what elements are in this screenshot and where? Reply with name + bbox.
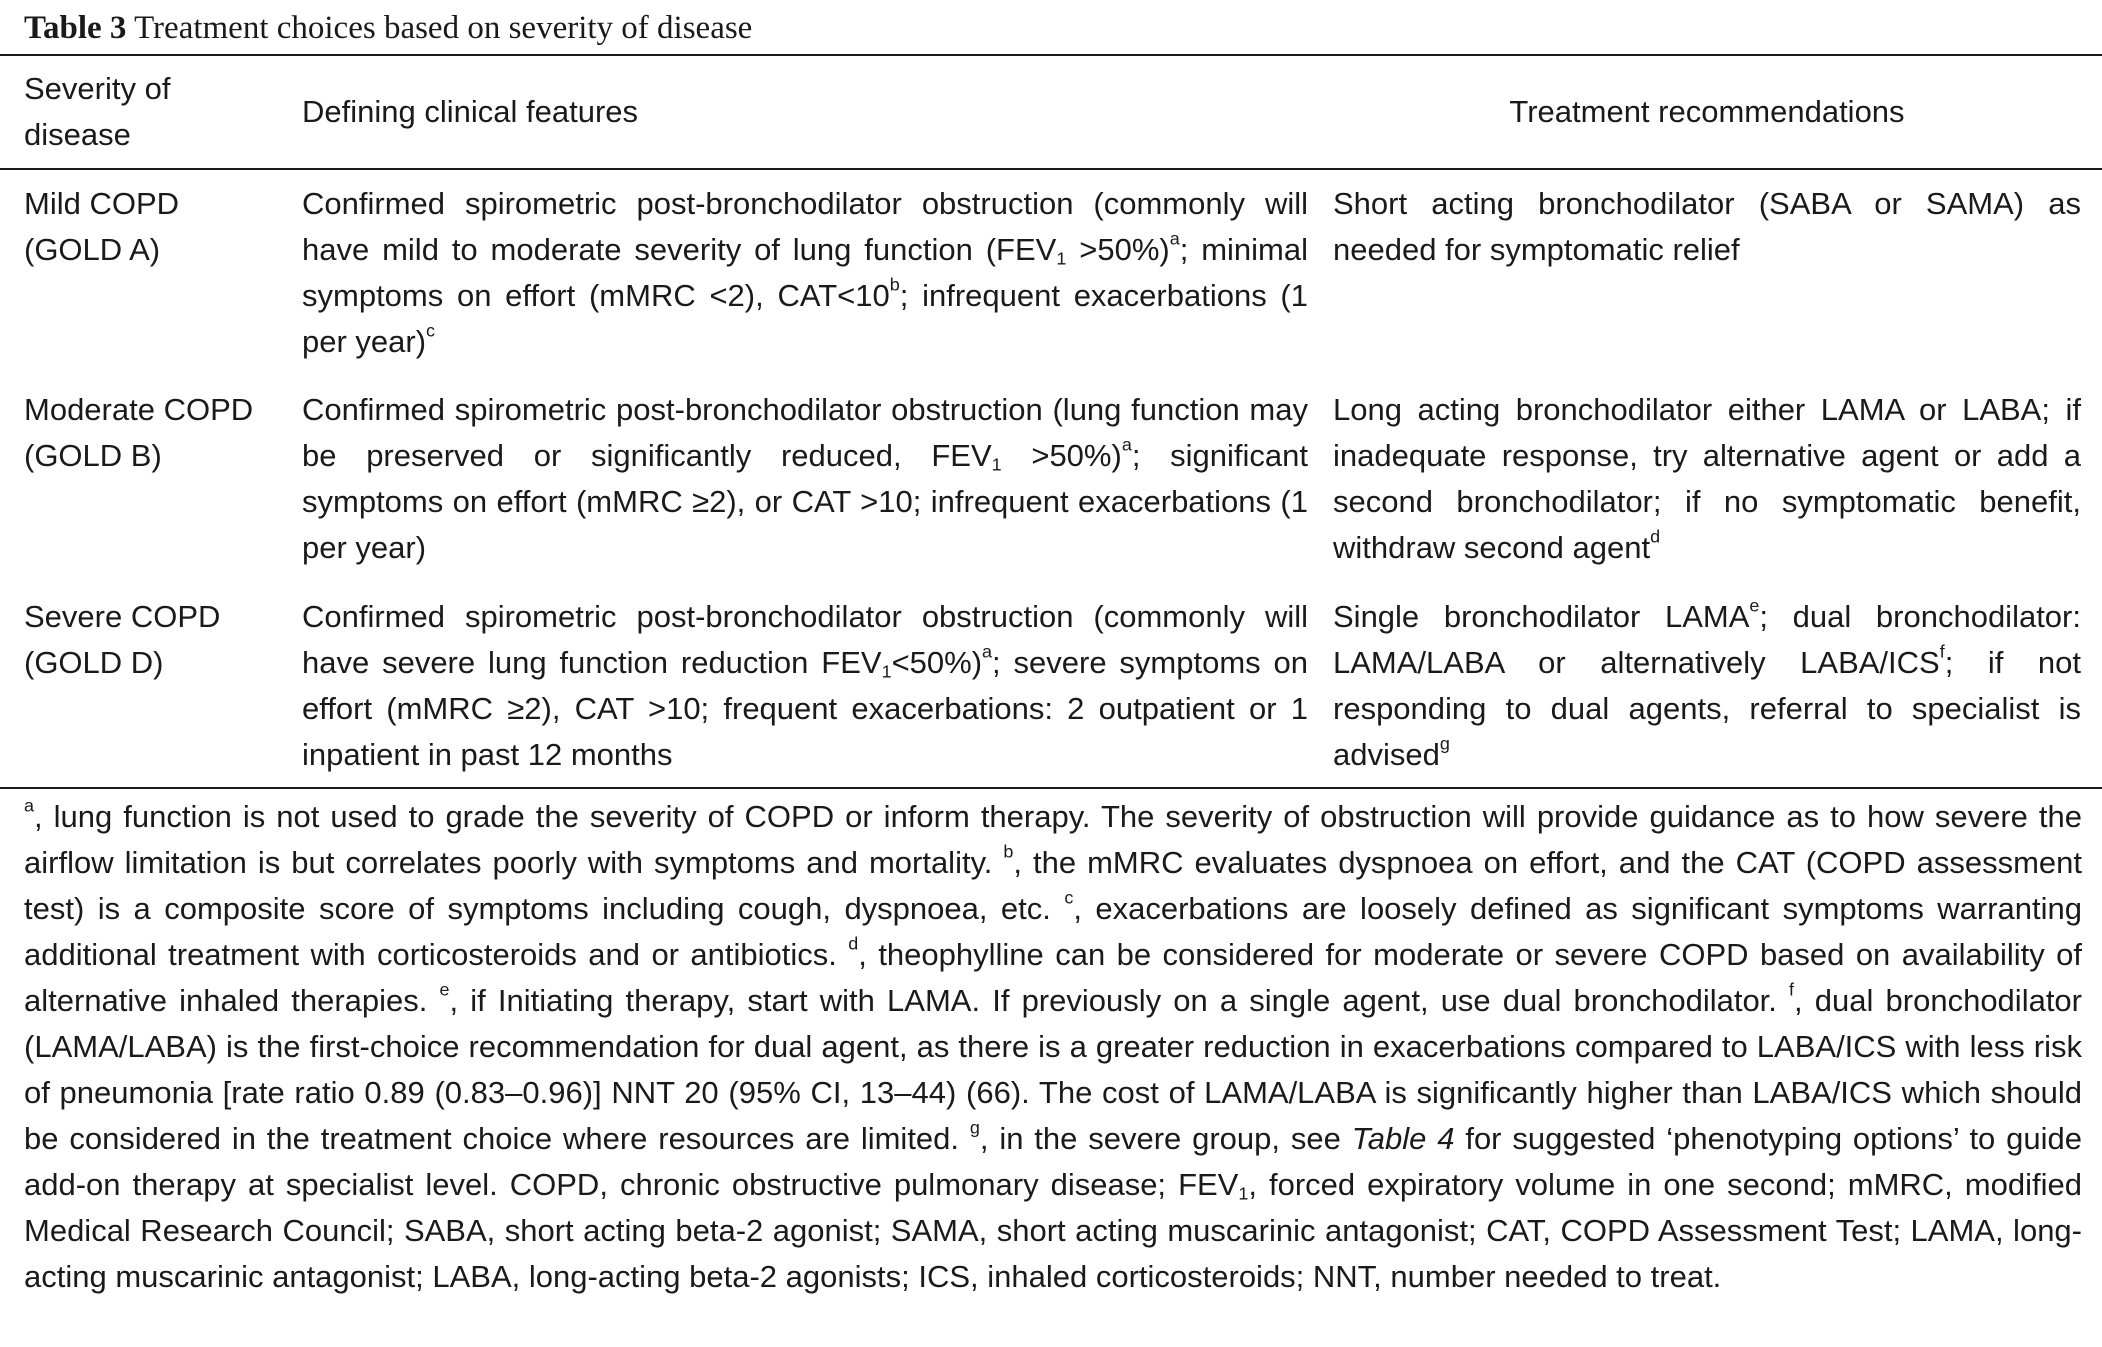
row-moderate-severity (24, 387, 294, 479)
table-bottom-rule (0, 787, 2102, 789)
row-severe-severity-gold: (GOLD D) (24, 645, 164, 680)
row-moderate-treatment: Long acting bronchodilator either LAMA or LABA; if inadequate response, try alternative agent or add a second bronchodilator; if no symptomatic benefit, withdraw second agent$^d$ (1333, 392, 2081, 565)
header-treatment-recommendations: Treatment recommendations (1509, 94, 1905, 129)
row-severe-severity-name: Severe COPD (24, 599, 221, 634)
table-footnote: $^a$, lung function is not used to grade the severity of COPD or inform therapy. The severity of obstruction will provide guidance as to how severe the airflow limitation is but correlates poorly with symptoms and mortality. $^b$, the mMRC evaluates dyspnoea on effort, and the CAT (COPD assessment test) is a composite score of symptoms including cough, dyspnoea, etc. $^c$, exacerbations are loosely defined as significant symptoms warranting additional treatment with corticosteroids and or antibiotics. $^d$, theophylline can be considered for moderate or severe COPD based on availability of alternative inhaled therapies. $^e$, if Initiating therapy, start with LAMA. If previously on a single agent, use dual bronchodilator. $^f$, dual bronchodilator (LAMA/LABA) is the first-choice recommendation for dual agent, as there is a greater reduction in exacerbations compared to LABA/ICS with less risk of pneumonia [rate ratio 0.89 (0.83–0.96)] NNT 20 (95% CI, 13–44) (66). The cost of LAMA/LABA is significantly higher than LABA/ICS which should be considered in the treatment choice where resources are limited. $^g$, in the severe group, see Table 4 for suggested ‘phenotyping options’ to guide add-on therapy at specialist level. COPD, chronic obstructive pulmonary disease; $FEV_1$, forced expiratory volume in one second; mMRC, modified Medical Research Council; SABA, short acting beta-2 agonist; SAMA, short acting muscarinic antagonist; CAT, COPD Assessment Test; LAMA, long-acting muscarinic antagonist; LABA, long-acting beta-2 agonists; ICS, inhaled corticosteroids; NNT, number needed to treat. (24, 795, 2083, 1294)
row-mild-features: Confirmed spirometric post-bronchodilator obstruction (commonly will have mild to moderate severity of lung function $(FEV_1 >50\%)^a$; minimal symptoms on effort (mMRC <2), $CAT<10^b$; infrequent exacerbations (1 per year)$^c$ (302, 186, 1308, 359)
table-top-rule (0, 54, 2102, 56)
row-severe-severity (24, 594, 294, 686)
row-severe-features: Confirmed spirometric post-bronchodilator obstruction (commonly will have severe lung function reduction $FEV_1<50\%)^a$; severe symptoms on effort (mMRC ≥2), CAT >10; frequent exacerbations: 2 outpatient or 1 inpatient in past 12 months (302, 599, 1308, 772)
table-header-rule (0, 168, 2102, 170)
header-severity: Severity of disease (24, 71, 171, 152)
header-defining-features: Defining clinical features (302, 94, 639, 129)
table-caption-text: Treatment choices based on severity of disease (134, 10, 753, 46)
row-mild-severity-gold: (GOLD A) (24, 232, 161, 267)
row-mild-severity (24, 181, 294, 273)
row-moderate-features: Confirmed spirometric post-bronchodilator obstruction (lung function may be preserved or significantly reduced, $FEV_1 >50\%)^a$; significant symptoms on effort (mMRC ≥2), or CAT >10; infrequent exacerbations (1 per year) (302, 392, 1308, 565)
table-caption-label: Table 3 (24, 10, 127, 46)
table-caption (24, 4, 752, 52)
row-severe-treatment: Single bronchodilator LAMA$^e$; dual bronchodilator: LAMA/LABA or alternatively LABA/ICS$^f$; if not responding to dual agents, referral to specialist is advised$^g$ (1333, 595, 2082, 772)
row-moderate-severity-gold: (GOLD B) (24, 438, 162, 473)
row-mild-severity-name: Mild COPD (24, 186, 180, 221)
row-moderate-severity-name: Moderate COPD (24, 392, 254, 427)
row-mild-treatment: Short acting bronchodilator (SABA or SAMA) as needed for symptomatic relief (1333, 186, 2081, 267)
